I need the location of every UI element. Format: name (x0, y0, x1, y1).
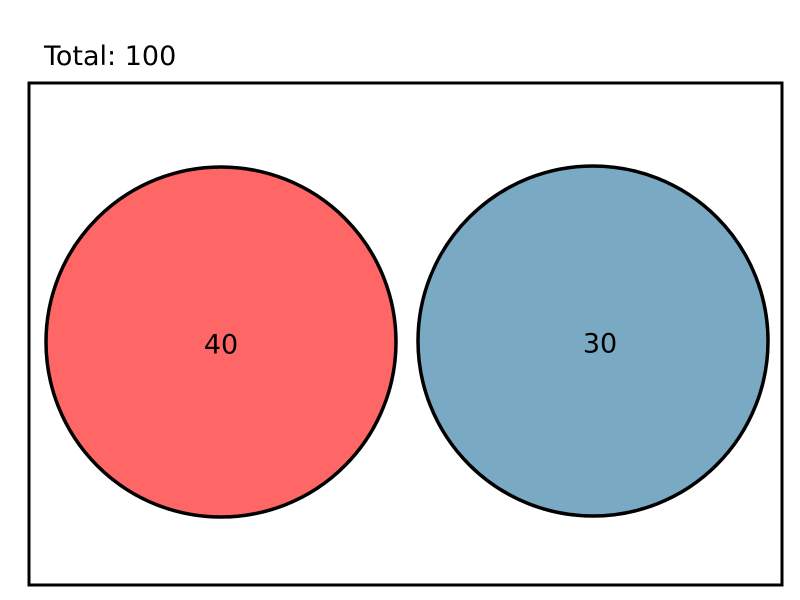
total-label: Total: 100 (44, 41, 177, 72)
right-set-value: 30 (582, 328, 618, 360)
left-set-value: 40 (203, 329, 239, 361)
